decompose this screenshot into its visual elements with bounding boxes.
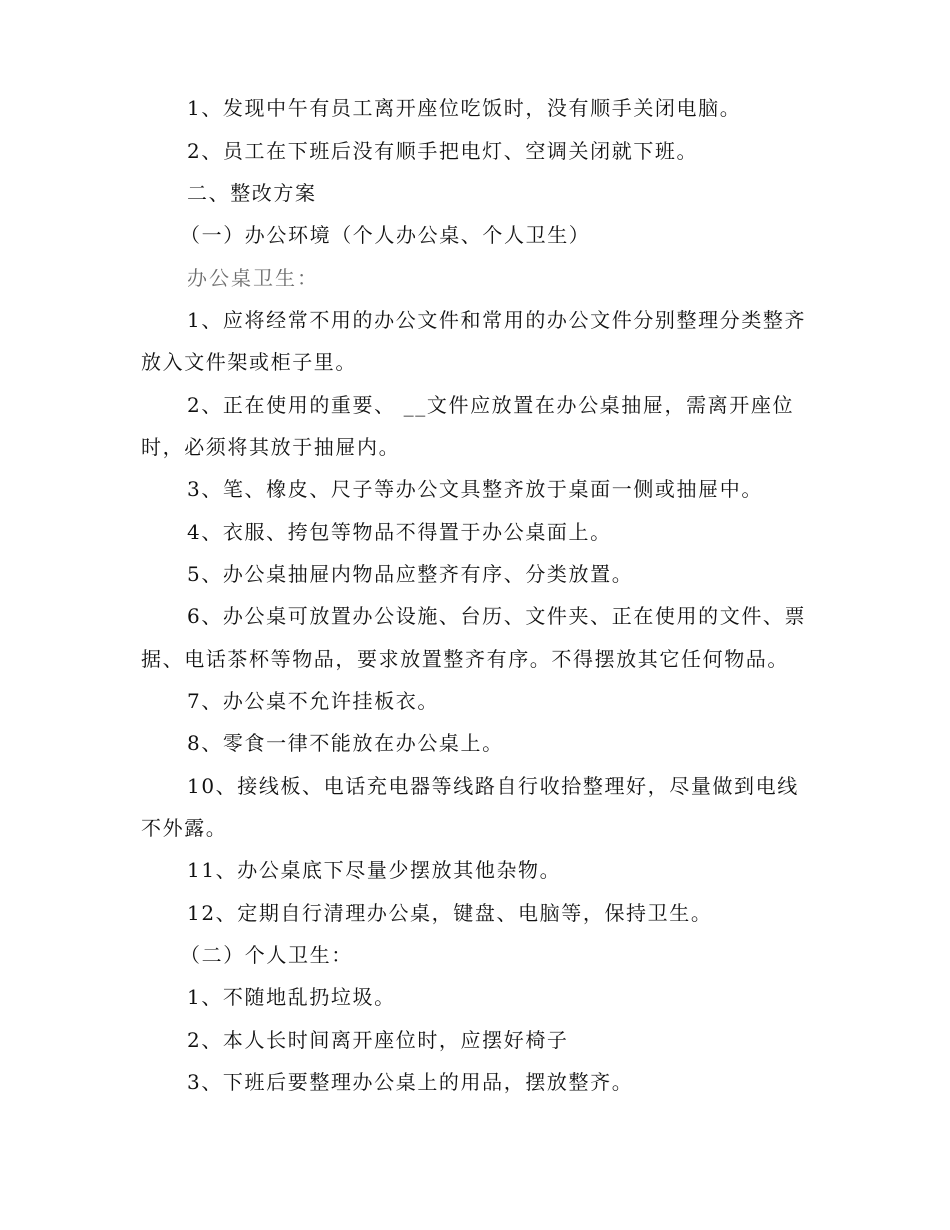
section-heading: 二、整改方案	[187, 181, 317, 205]
paragraph-line: 7、办公桌不允许挂板衣。	[187, 689, 439, 713]
topic-label: 办公桌卫生：	[187, 266, 319, 290]
paragraph-line: 1、不随地乱扔垃圾。	[187, 985, 396, 1009]
paragraph-line: 5、办公桌抽屉内物品应整齐有序、分类放置。	[187, 562, 634, 586]
paragraph-line: 11、办公桌底下尽量少摆放其他杂物。	[187, 858, 562, 882]
paragraph-line: 时，必须将其放于抽屉内。	[141, 435, 401, 459]
subsection-heading: （二）个人卫生：	[180, 943, 353, 967]
paragraph-line: 放入文件架或柜子里。	[141, 350, 357, 374]
paragraph-line: 据、电话茶杯等物品，要求放置整齐有序。不得摆放其它任何物品。	[141, 647, 789, 671]
paragraph-line: 3、下班后要整理办公桌上的用品，摆放整齐。	[187, 1070, 634, 1094]
paragraph-line: 2、员工在下班后没有顺手把电灯、空调关闭就下班。	[187, 139, 699, 163]
paragraph-line: 2、本人长时间离开座位时，应摆好椅子	[187, 1028, 569, 1052]
paragraph-line: 10、接线板、电话充电器等线路自行收拾整理好，尽量做到电线	[187, 774, 799, 798]
paragraph-line: 1、发现中午有员工离开座位吃饭时，没有顺手关闭电脑。	[187, 96, 742, 120]
subsection-heading: （一）办公环境（个人办公桌、个人卫生）	[180, 223, 591, 247]
paragraph-line: 3、笔、橡皮、尺子等办公文具整齐放于桌面一侧或抽屉中。	[187, 477, 763, 501]
paragraph-line: 2、正在使用的重要、 __文件应放置在办公桌抽屉，需离开座位	[187, 393, 795, 417]
paragraph-line: 8、零食一律不能放在办公桌上。	[187, 731, 504, 755]
paragraph-line: 1、应将经常不用的办公文件和常用的办公文件分别整理分类整齐	[187, 308, 807, 332]
paragraph-line: 4、衣服、挎包等物品不得置于办公桌面上。	[187, 520, 612, 544]
paragraph-line: 6、办公桌可放置办公设施、台历、文件夹、正在使用的文件、票	[187, 604, 807, 628]
paragraph-line: 不外露。	[141, 816, 228, 840]
paragraph-line: 12、定期自行清理办公桌，键盘、电脑等，保持卫生。	[187, 901, 713, 925]
